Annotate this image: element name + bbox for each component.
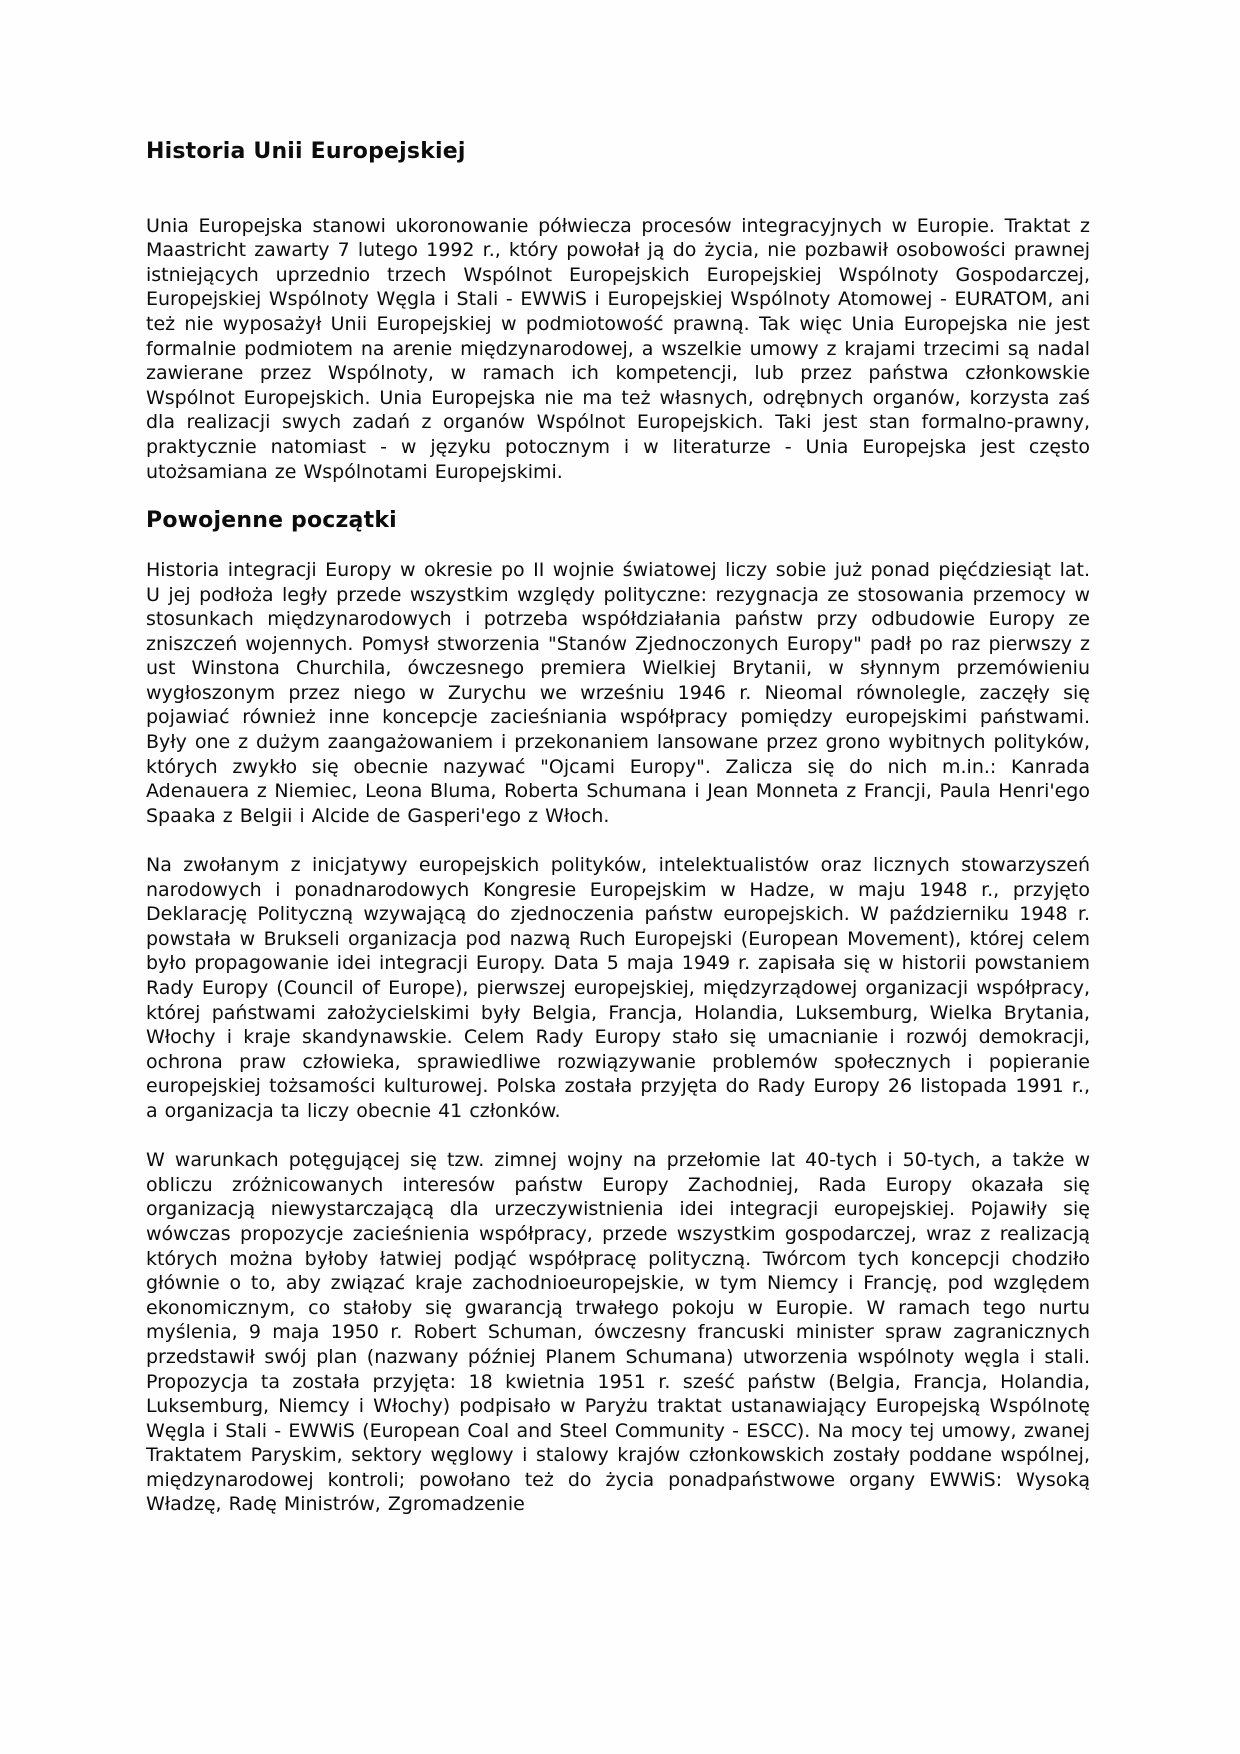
paragraph-postwar-integration: Historia integracji Europy w okresie po II wojnie światowej liczy sobie już ponad pięćdziesiąt lat. U jej podłoża legły przede wszystkim względy polityczne: rezygnacja ze stosowania przemocy w stosunkach międzynarodowych i potrzeba współdziałania państw przy odbudowie Europy ze zniszczeń wojennych. Pomysł stworzenia "Stanów Zjednoczonych Europy" padł po raz pierwszy z ust Winstona Churchila, ówczesnego premiera Wielkiej Brytanii, w słynnym przemówieniu wygłoszonym przez niego w Zurychu we wrześniu 1946 r. Nieomal równolegle, zaczęły się pojawiać również inne koncepcje zacieśniania współpracy pomiędzy europejskimi państwami. Były one z dużym zaangażowaniem i przekonaniem lansowane przez grono wybitnych polityków, których zwykło się obecnie nazywać "Ojcami Europy". Zalicza się do nich m.in.: Kanrada Adenauera z Niemiec, Leona Bluma, Roberta Schumana i Jean Monneta z Francji, Paula Henri'ego Spaaka z Belgii i Alcide de Gasperi'ego z Włoch.	[146, 558, 1090, 827]
paragraph-cold-war-schuman-plan: W warunkach potęgującej się tzw. zimnej wojny na przełomie lat 40-tych i 50-tych, a także w obliczu zróżnicowanych interesów państw Europy Zachodniej, Rada Europy okazała się organizacją niewystarczającą dla urzeczywistnienia idei integracji europejskiej. Pojawiły się wówczas propozycje zacieśnienia współpracy, przede wszystkim gospodarczej, wraz z realizacją których można byłoby łatwiej podjąć współpracę polityczną. Twórcom tych koncepcji chodziło głównie o to, aby związać kraje zachodnioeuropejskie, w tym Niemcy i Francję, pod względem ekonomicznym, co stałoby się gwarancją trwałego pokoju w Europie. W ramach tego nurtu myślenia, 9 maja 1950 r. Robert Schuman, ówczesny francuski minister spraw zagranicznych przedstawił swój plan (nazwany później Planem Schumana) utworzenia wspólnoty węgla i stali. Propozycja ta została przyjęta: 18 kwietnia 1951 r. sześć państw (Belgia, Francja, Holandia, Luksemburg, Niemcy i Włochy) podpisało w Paryżu traktat ustanawiający Europejską Wspólnotę Węgla i Stali - EWWiS (European Coal and Steel Community - ESCC). Na mocy tej umowy, zwanej Traktatem Paryskim, sektory węglowy i stalowy krajów członkowskich zostały poddane wspólnej, międzynarodowej kontroli; powołano też do życia ponadpaństwowe organy EWWiS: Wysoką Władzę, Radę Ministrów, Zgromadzenie	[146, 1149, 1090, 1516]
paragraph-hague-congress-council-of-europe: Na zwołanym z inicjatywy europejskich polityków, intelektualistów oraz licznych stowarzyszeń narodowych i ponadnarodowych Kongresie Europejskim w Hadze, w maju 1948 r., przyjęto Deklarację Polityczną wzywającą do zjednoczenia państw europejskich. W październiku 1948 r. powstała w Brukseli organizacja pod nazwą Ruch Europejski (European Movement), której celem było propagowanie idei integracji Europy. Data 5 maja 1949 r. zapisała się w historii powstaniem Rady Europy (Council of Europe), pierwszej europejskiej, międzyrządowej organizacji współpracy, której państwami założycielskimi były Belgia, Francja, Holandia, Luksemburg, Wielka Brytania, Włochy i kraje skandynawskie. Celem Rady Europy stało się umacnianie i rozwój demokracji, ochrona praw człowieka, sprawiedliwe rozwiązywanie problemów społecznych i popieranie europejskiej tożsamości kulturowej. Polska została przyjęta do Rady Europy 26 listopada 1991 r., a organizacja ta liczy obecnie 41 członków.	[146, 854, 1090, 1122]
section-heading-powojenne-poczatki: Powojenne początki	[146, 507, 397, 533]
document-title: Historia Unii Europejskiej	[146, 139, 466, 164]
paragraph-eu-legal-status: Unia Europejska stanowi ukoronowanie półwiecza procesów integracyjnych w Europie. Traktat z Maastricht zawarty 7 lutego 1992 r., który powołał ją do życia, nie pozbawił osobowości prawnej istniejących uprzednio trzech Wspólnot Europejskich Europejskiej Wspólnoty Gospodarczej, Europejskiej Wspólnoty Węgla i Stali - EWWiS i Europejskiej Wspólnoty Atomowej - EURATOM, ani też nie wyposażył Unii Europejskiej w podmiotowość prawną. Tak więc Unia Europejska nie jest formalnie podmiotem na arenie międzynarodowej, a wszelkie umowy z krajami trzecimi są nadal zawierane przez Wspólnoty, w ramach ich kompetencji, lub przez państwa członkowskie Wspólnot Europejskich. Unia Europejska nie ma też własnych, odrębnych organów, korzysta zaś dla realizacji swych zadań z organów Wspólnot Europejskich. Taki jest stan formalno-prawny, praktycznie natomiast - w języku potocznym i w literaturze - Unia Europejska jest często utożsamiana ze Wspólnotami Europejskimi.	[146, 214, 1090, 483]
